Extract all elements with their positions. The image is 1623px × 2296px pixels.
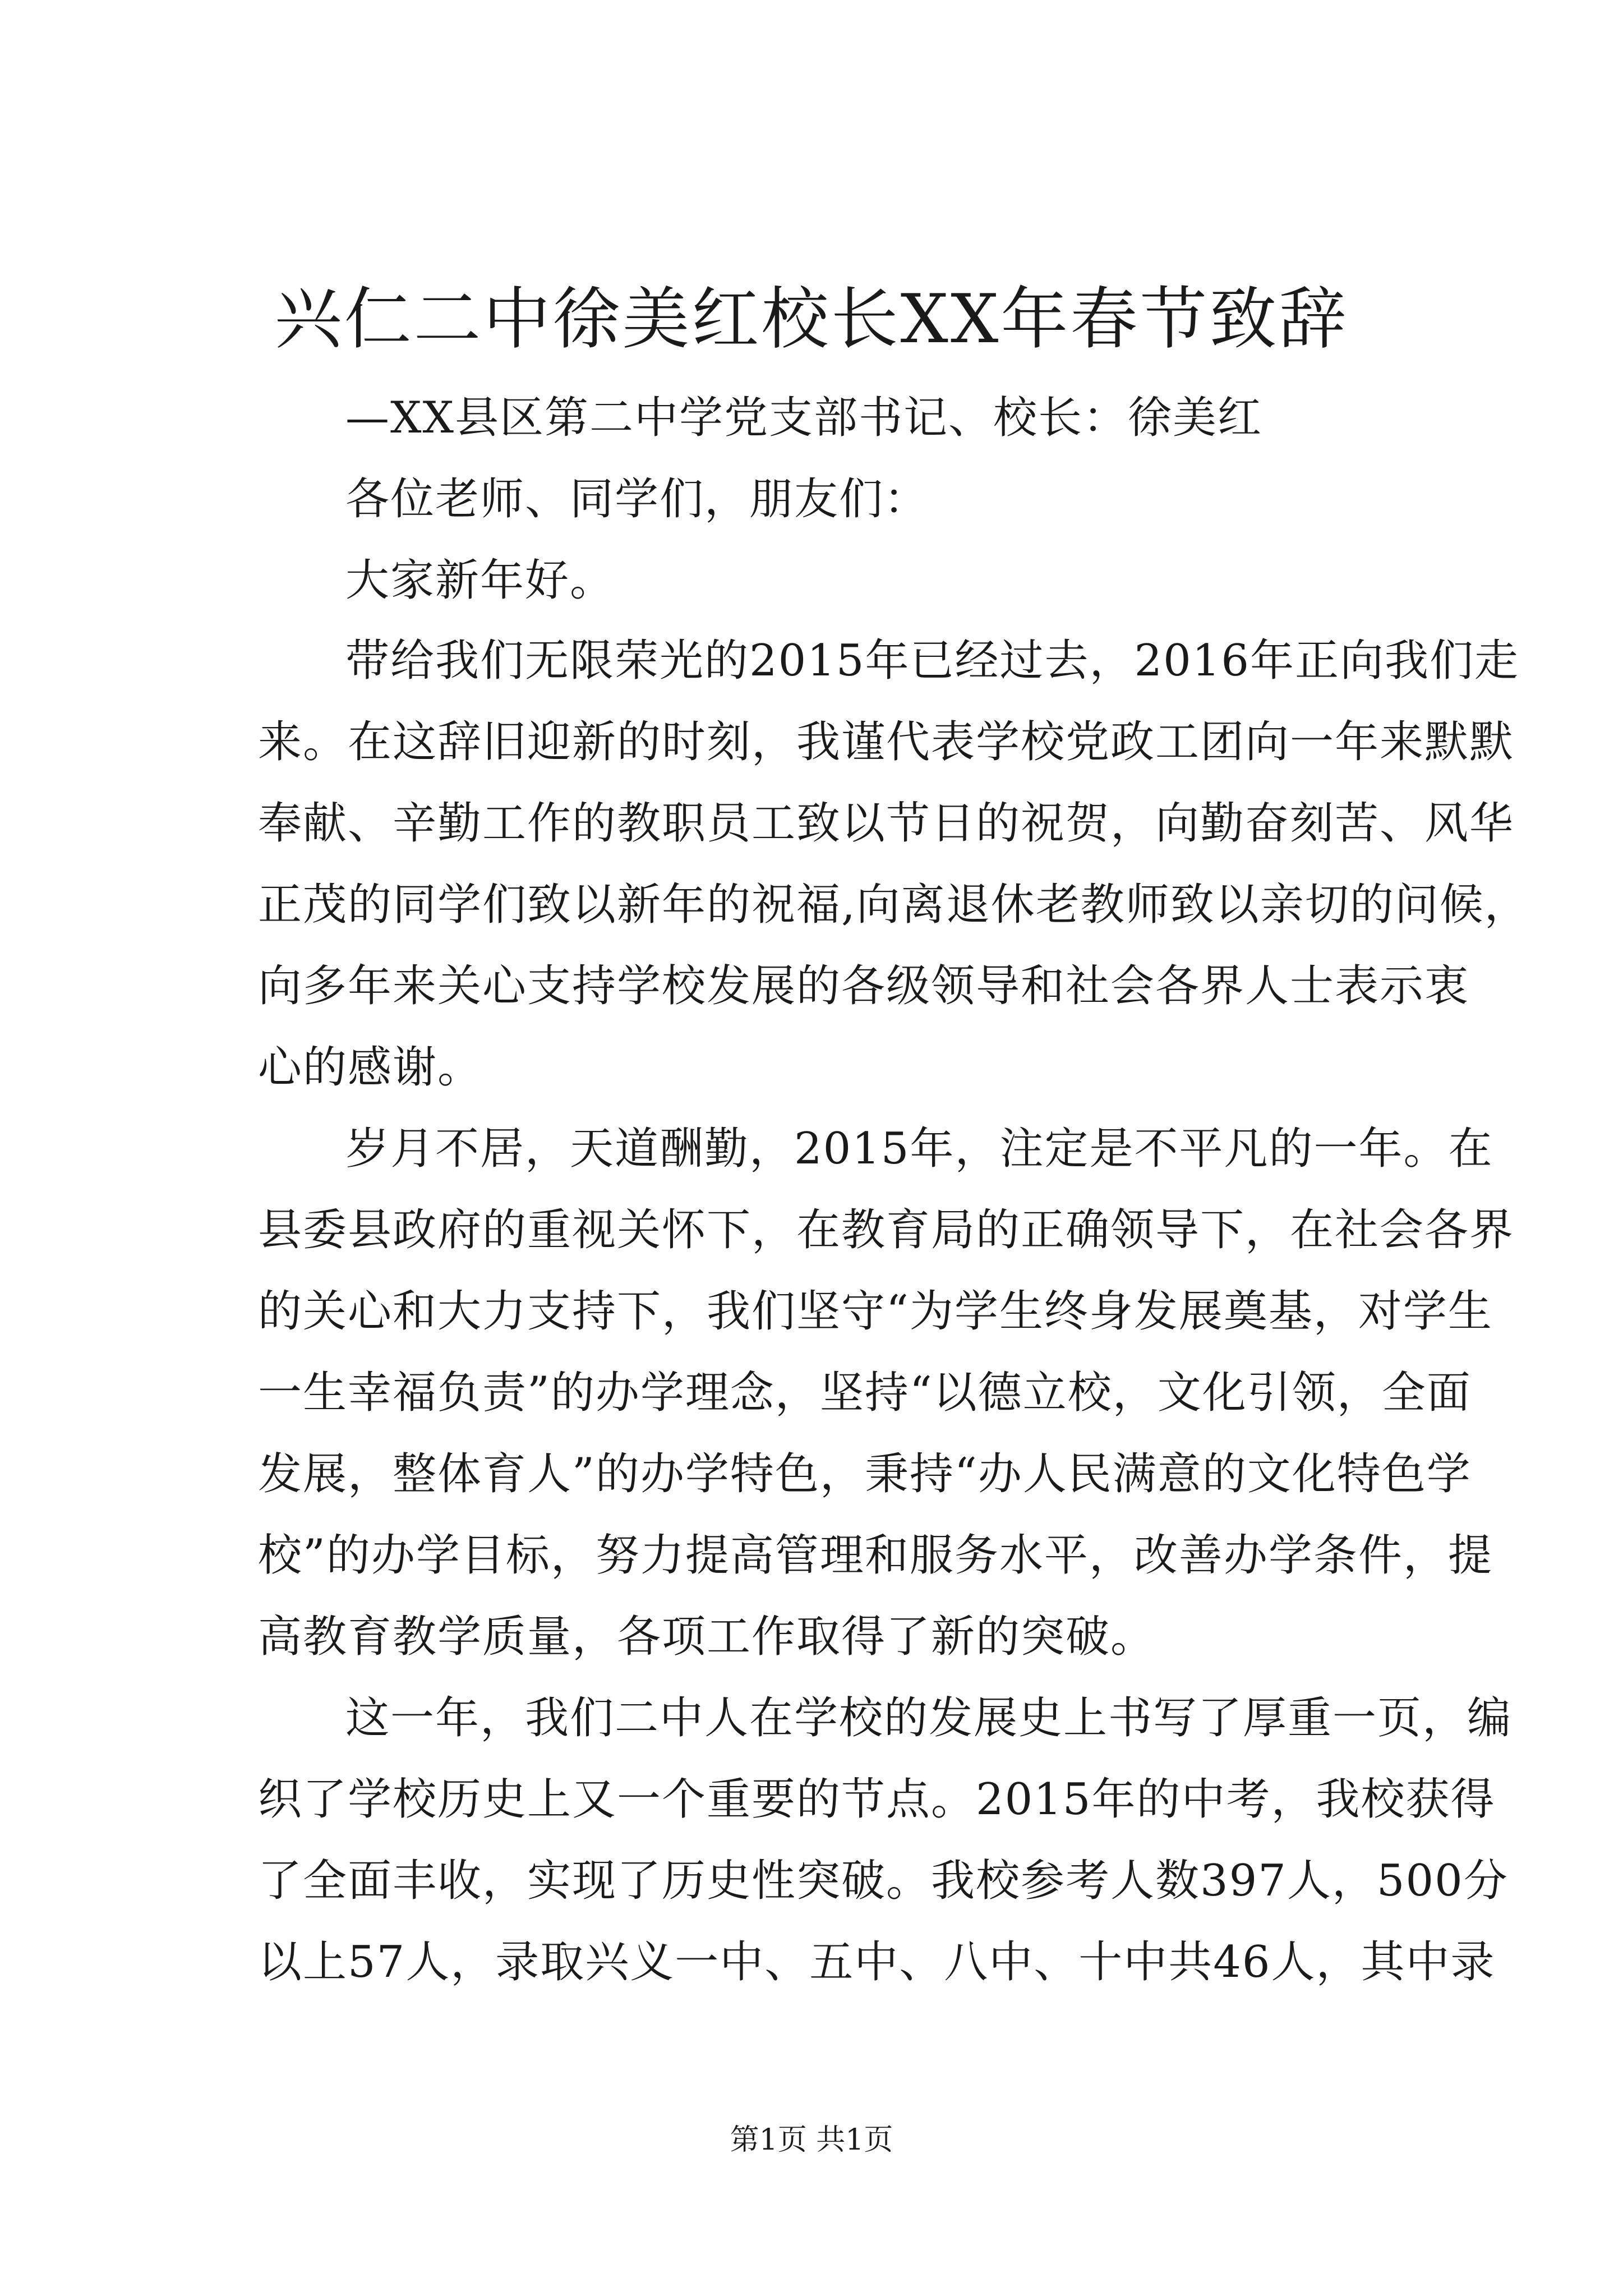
paragraph-line: 的关心和大力支持下，我们坚守“为学生终身发展奠基，对学生 [258,1286,1493,1337]
paragraph-line: 织了学校历史上又一个重要的节点。2015年的中考，我校获得 [258,1774,1496,1825]
paragraph-line: 一生幸福负责”的办学理念，坚持“以德立校，文化引领，全面 [258,1368,1472,1418]
paragraph-line: 向多年来关心支持学校发展的各级领导和社会各界人士表示衷 [258,961,1470,1011]
page-footer: 第1页 共1页 [730,2123,893,2157]
paragraph-line: 县委县政府的重视关怀下，在教育局的正确领导下，在社会各界 [258,1205,1515,1255]
paragraph-line: 正茂的同学们致以新年的祝福,向离退休老教师致以亲切的问候， [258,880,1529,930]
paragraph-line: 岁月不居，天道酬勤，2015年，注定是不平凡的一年。在 [345,1124,1493,1174]
paragraph-line: 校”的办学目标，努力提高管理和服务水平，改善办学条件，提 [258,1530,1493,1581]
paragraph-line: 心的感谢。 [258,1042,483,1093]
salutation-line: 各位老师、同学们，朋友们： [345,474,929,524]
paragraph-line: 奉献、辛勤工作的教职员工致以节日的祝贺，向勤奋刻苦、风华 [258,798,1515,849]
paragraph-line: 高教育教学质量，各项工作取得了新的突破。 [258,1612,1156,1662]
paragraph-line: 以上57人，录取兴义一中、五中、八中、十中共46人，其中录 [258,1937,1496,1987]
subtitle-line: —XX县区第二中学党支部书记、校长：徐美红 [345,393,1263,443]
greeting-line: 大家新年好。 [345,555,615,606]
paragraph-line: 来。在这辞旧迎新的时刻，我谨代表学校党政工团向一年来默默 [258,717,1515,767]
paragraph-line: 了全面丰收，实现了历史性突破。我校参考人数397人，500分 [258,1856,1509,1906]
paragraph-line: 发展，整体育人”的办学特色，秉持“办人民满意的文化特色学 [258,1449,1472,1499]
document-title: 兴仁二中徐美红校长XX年春节致辞 [274,280,1349,358]
paragraph-line: 这一年，我们二中人在学校的发展史上书写了厚重一页，编 [345,1693,1513,1743]
paragraph-line: 带给我们无限荣光的2015年已经过去，2016年正向我们走 [345,636,1520,686]
